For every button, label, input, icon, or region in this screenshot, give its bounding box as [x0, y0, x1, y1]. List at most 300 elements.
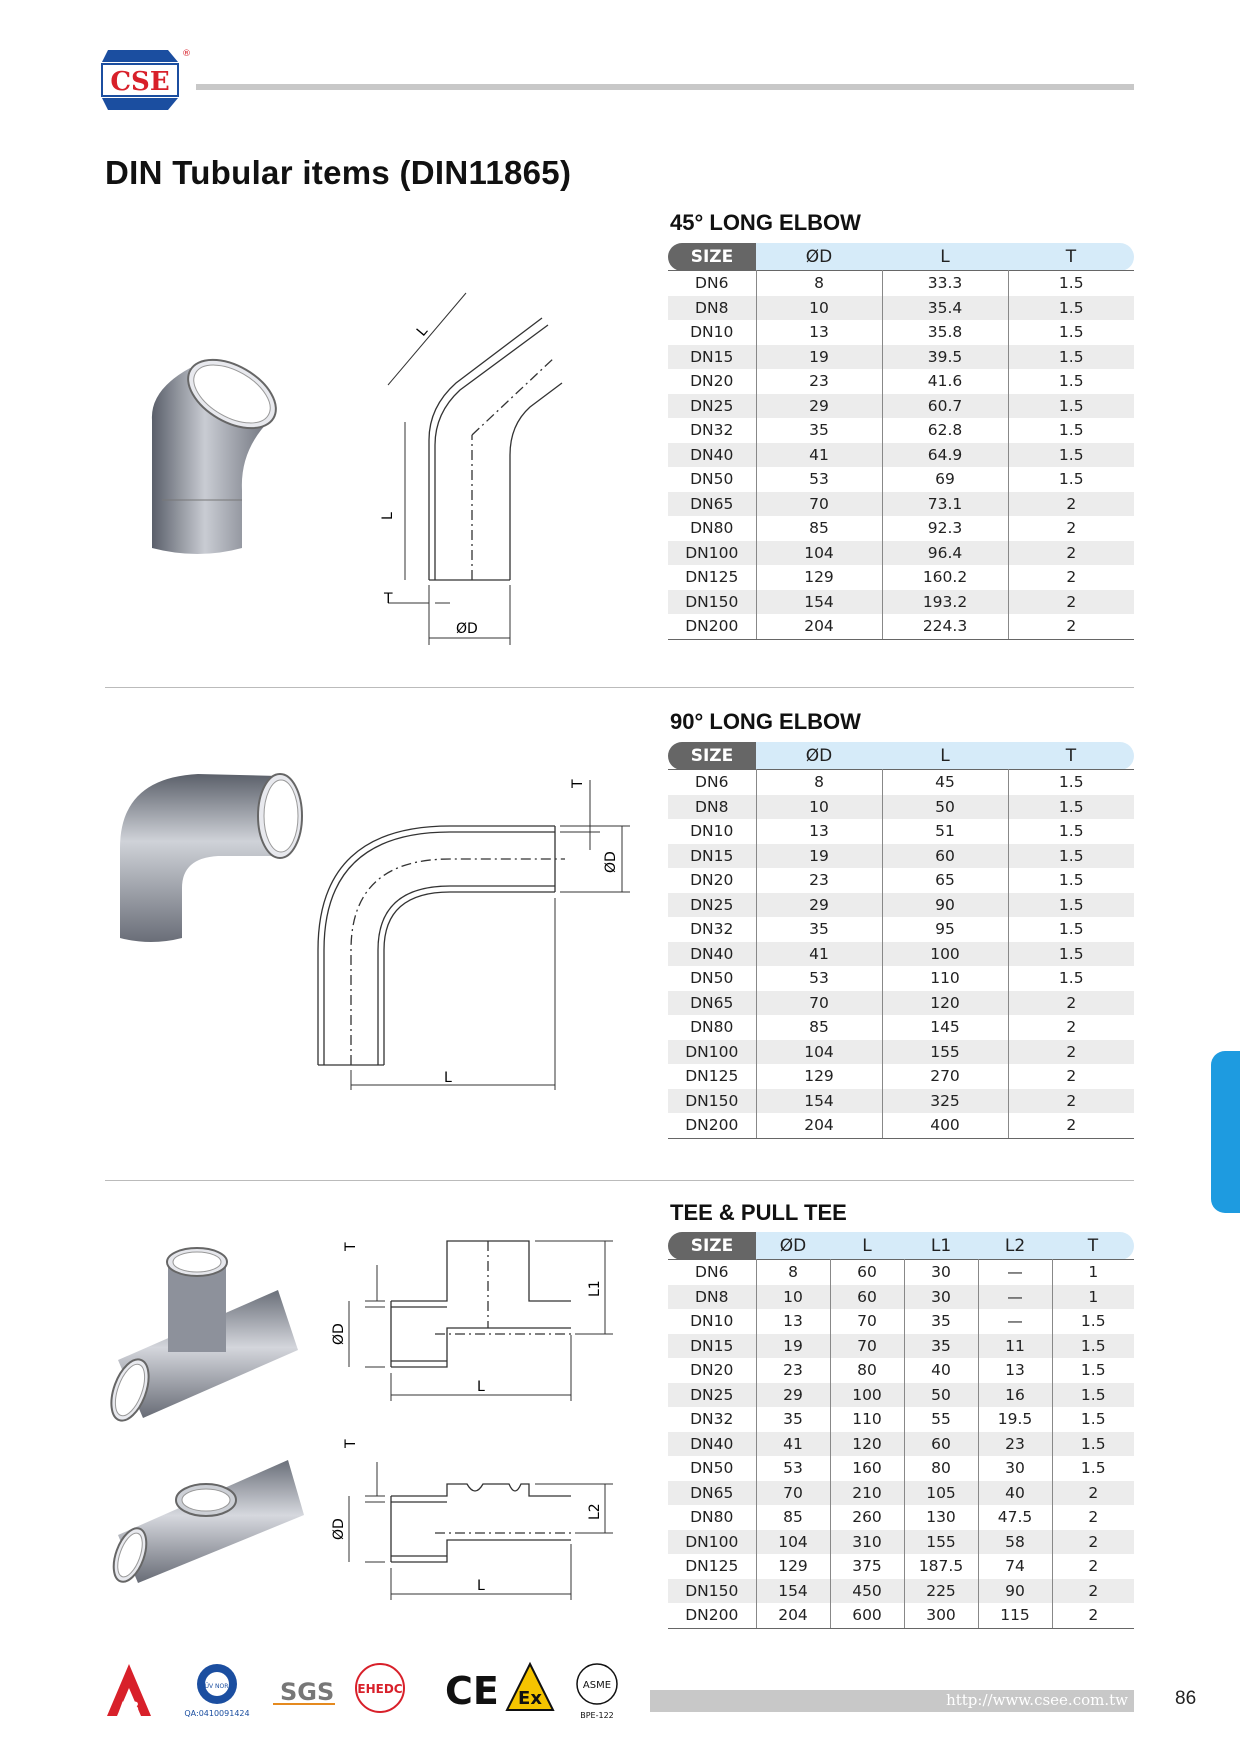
table-cell: 62.8 — [882, 418, 1008, 443]
elbow90-table — [668, 742, 1134, 1139]
table-cell: 225 — [904, 1579, 978, 1604]
table-cell: 1.5 — [1008, 345, 1134, 370]
table-cell: 310 — [830, 1530, 904, 1555]
table-cell: DN200 — [668, 614, 756, 639]
table-cell: 110 — [830, 1407, 904, 1432]
table-cell: 85 — [756, 516, 882, 541]
elbow45-label-t: T — [384, 591, 393, 607]
table-cell: DN32 — [690, 1410, 734, 1429]
table-cell: 23 — [756, 369, 882, 394]
elbow45-header-2: L — [882, 243, 1008, 271]
table-cell: 35.4 — [882, 296, 1008, 321]
table-cell: 50 — [904, 1383, 978, 1408]
table-cell: 1.5 — [1008, 844, 1134, 869]
tee-header-5: T — [1052, 1232, 1134, 1260]
table-cell: 2 — [1008, 1040, 1134, 1065]
elbow90-label-t: T — [570, 779, 586, 788]
svg-text:SGS: SGS — [280, 1678, 335, 1706]
table-row — [668, 296, 1134, 321]
table-cell: DN8 — [668, 795, 756, 820]
table-cell: 115 — [978, 1603, 1052, 1628]
table-cell: 53 — [756, 467, 882, 492]
table-cell: DN25 — [668, 1383, 756, 1408]
tee-label-od: ØD — [331, 1323, 347, 1345]
table-cell: 1.5 — [1052, 1407, 1134, 1432]
table-cell: 80 — [830, 1358, 904, 1383]
table-cell: 450 — [830, 1579, 904, 1604]
table-cell: 1.5 — [1052, 1358, 1134, 1383]
tee-drawing — [325, 1225, 625, 1405]
elbow45-drawing — [380, 285, 560, 655]
table-cell: 29 — [756, 394, 882, 419]
table-cell: DN150 — [668, 590, 756, 615]
svg-text:TÜV NORD: TÜV NORD — [200, 1683, 234, 1690]
certification-logos — [105, 1660, 625, 1722]
table-cell: 2 — [1008, 614, 1134, 639]
table-cell: 90 — [978, 1579, 1052, 1604]
svg-text:Ex: Ex — [518, 1688, 542, 1709]
elbow45-title: 45° LONG ELBOW — [670, 210, 861, 235]
table-cell: 10 — [756, 1285, 830, 1310]
table-cell: 129 — [756, 1554, 830, 1579]
table-cell: DN40 — [668, 1432, 756, 1457]
table-row — [668, 443, 1134, 468]
table-cell: 2 — [1052, 1481, 1134, 1506]
header-rule — [196, 84, 1134, 90]
table-cell: 10 — [756, 795, 882, 820]
elbow90-header-0: SIZE — [668, 742, 756, 770]
table-row — [668, 345, 1134, 370]
table-cell: 1.5 — [1008, 819, 1134, 844]
table-row — [668, 1089, 1134, 1114]
table-cell: 105 — [904, 1481, 978, 1506]
table-cell: 23 — [756, 1358, 830, 1383]
table-cell: DN32 — [690, 920, 734, 939]
table-cell: 60 — [904, 1432, 978, 1457]
table-cell: 100 — [830, 1383, 904, 1408]
table-cell: 154 — [756, 590, 882, 615]
table-cell: 60 — [882, 844, 1008, 869]
table-cell: 85 — [756, 1015, 882, 1040]
table-row — [668, 1407, 1134, 1432]
table-cell: 41 — [756, 1432, 830, 1457]
table-cell: DN100 — [668, 1040, 756, 1065]
chapter-side-tab — [1211, 1051, 1240, 1213]
table-cell: 80 — [904, 1456, 978, 1481]
table-row — [668, 614, 1134, 639]
table-cell: 224.3 — [882, 614, 1008, 639]
table-cell: 2 — [1008, 565, 1134, 590]
table-cell: 2 — [1008, 541, 1134, 566]
table-cell: 51 — [882, 819, 1008, 844]
table-cell: 13 — [756, 320, 882, 345]
table-cell: DN50 — [690, 470, 734, 489]
table-cell: DN150 — [668, 1089, 756, 1114]
table-cell: 35 — [904, 1309, 978, 1334]
table-row — [668, 541, 1134, 566]
table-cell: 41 — [756, 443, 882, 468]
table-cell: 1.5 — [1052, 1334, 1134, 1359]
table-cell: 2 — [1008, 590, 1134, 615]
table-cell: 85 — [756, 1505, 830, 1530]
table-cell: DN65 — [668, 492, 756, 517]
table-cell: 40 — [978, 1481, 1052, 1506]
table-cell: 1.5 — [1008, 966, 1134, 991]
table-cell: 8 — [756, 271, 882, 296]
cse-logo — [100, 48, 191, 112]
table-cell: 120 — [882, 991, 1008, 1016]
table-cell: — — [978, 1260, 1052, 1285]
table-cell: DN25 — [668, 394, 756, 419]
table-cell: 155 — [882, 1040, 1008, 1065]
table-cell: 35 — [756, 418, 882, 443]
table-cell: DN15 — [668, 1334, 756, 1359]
table-cell: 104 — [756, 541, 882, 566]
table-cell: 1.5 — [1008, 942, 1134, 967]
table-cell: 193.2 — [882, 590, 1008, 615]
table-cell: 1.5 — [1052, 1456, 1134, 1481]
table-cell: 2 — [1008, 1064, 1134, 1089]
table-cell: DN10 — [690, 1312, 734, 1331]
table-cell: 2 — [1008, 1113, 1134, 1138]
tee-header-3: L1 — [904, 1232, 978, 1260]
table-cell: 70 — [830, 1309, 904, 1334]
table-row — [668, 1309, 1134, 1334]
table-row — [668, 1113, 1134, 1138]
table-row — [668, 467, 1134, 492]
table-row — [668, 418, 1134, 443]
table-cell: 154 — [756, 1579, 830, 1604]
table-cell: 104 — [756, 1530, 830, 1555]
table-cell: 95 — [882, 917, 1008, 942]
table-cell: DN125 — [685, 1557, 739, 1576]
table-row — [668, 565, 1134, 590]
table-cell: 145 — [882, 1015, 1008, 1040]
svg-text:BPE-122: BPE-122 — [580, 1711, 614, 1720]
elbow90-header-2: L — [882, 742, 1008, 770]
table-row — [668, 590, 1134, 615]
table-cell: DN65 — [668, 991, 756, 1016]
table-cell: 120 — [830, 1432, 904, 1457]
table-cell: 16 — [978, 1383, 1052, 1408]
ehedc-logo — [356, 1664, 404, 1712]
logo-reg-mark: ® — [182, 49, 191, 59]
table-cell: 33.3 — [882, 271, 1008, 296]
table-cell: 35.8 — [882, 320, 1008, 345]
tuv-logo — [184, 1664, 249, 1718]
table-cell: 300 — [904, 1603, 978, 1628]
table-cell: DN10 — [690, 822, 734, 841]
section-divider-2 — [105, 1180, 1134, 1181]
table-cell: 260 — [830, 1505, 904, 1530]
table-cell: 1.5 — [1008, 917, 1134, 942]
pull-tee-label-t: T — [343, 1439, 359, 1448]
table-cell: 1.5 — [1008, 296, 1134, 321]
table-row — [668, 770, 1134, 795]
table-row — [668, 1064, 1134, 1089]
table-cell: 50 — [882, 795, 1008, 820]
table-cell: 104 — [756, 1040, 882, 1065]
table-cell: DN20 — [690, 1361, 734, 1380]
table-cell: 55 — [904, 1407, 978, 1432]
table-cell: DN100 — [668, 541, 756, 566]
a3-logo — [107, 1664, 151, 1716]
table-cell: 2 — [1052, 1530, 1134, 1555]
tee-header-0: SIZE — [668, 1232, 756, 1260]
table-cell: 64.9 — [882, 443, 1008, 468]
table-cell: 187.5 — [904, 1554, 978, 1579]
table-cell: 10 — [756, 296, 882, 321]
table-cell: 19 — [756, 844, 882, 869]
table-cell: 53 — [756, 1456, 830, 1481]
svg-text:A3: A3 — [118, 1700, 140, 1716]
table-cell: 204 — [756, 614, 882, 639]
table-cell: DN65 — [668, 1481, 756, 1506]
page-number: 86 — [1175, 1688, 1197, 1709]
pull-tee-label-l2: L2 — [587, 1503, 603, 1520]
table-cell: 47.5 — [978, 1505, 1052, 1530]
table-cell: 1.5 — [1008, 271, 1134, 296]
table-row — [668, 1505, 1134, 1530]
table-cell: 13 — [756, 1309, 830, 1334]
table-cell: 19.5 — [978, 1407, 1052, 1432]
table-cell: 30 — [904, 1285, 978, 1310]
table-cell: 23 — [978, 1432, 1052, 1457]
table-row — [668, 795, 1134, 820]
table-cell: DN20 — [690, 871, 734, 890]
table-cell: DN6 — [695, 1263, 729, 1282]
table-cell: 35 — [904, 1334, 978, 1359]
table-row — [668, 271, 1134, 296]
svg-text:EHEDC: EHEDC — [357, 1682, 403, 1696]
table-cell: 19 — [756, 1334, 830, 1359]
table-cell: 1.5 — [1008, 467, 1134, 492]
table-cell: 1.5 — [1008, 795, 1134, 820]
ex-logo — [507, 1664, 553, 1710]
table-cell: 53 — [756, 966, 882, 991]
tee-header-4: L2 — [978, 1232, 1052, 1260]
table-cell: 29 — [756, 893, 882, 918]
table-row — [668, 1285, 1134, 1310]
table-cell: 58 — [978, 1530, 1052, 1555]
table-row — [668, 1530, 1134, 1555]
table-cell: 1.5 — [1008, 770, 1134, 795]
table-cell: DN6 — [695, 773, 729, 792]
table-cell: 2 — [1008, 492, 1134, 517]
table-row — [668, 1015, 1134, 1040]
table-cell: 1.5 — [1008, 369, 1134, 394]
table-cell: DN20 — [690, 372, 734, 391]
asme-logo — [577, 1664, 617, 1720]
table-row — [668, 492, 1134, 517]
table-row — [668, 1432, 1134, 1457]
table-row — [668, 1260, 1134, 1285]
table-cell: 30 — [978, 1456, 1052, 1481]
elbow45-header-0: SIZE — [668, 243, 756, 271]
table-cell: 2 — [1052, 1603, 1134, 1628]
table-cell: 23 — [756, 868, 882, 893]
elbow90-header-3: T — [1008, 742, 1134, 770]
table-cell: 1.5 — [1008, 893, 1134, 918]
table-cell: 270 — [882, 1064, 1008, 1089]
elbow45-label-l-side: L — [380, 512, 396, 520]
table-cell: 35 — [756, 1407, 830, 1432]
elbow90-label-od: ØD — [603, 851, 619, 873]
logo-text: CSE — [110, 67, 170, 97]
table-row — [668, 1481, 1134, 1506]
table-cell: DN40 — [668, 942, 756, 967]
table-cell: DN6 — [695, 274, 729, 293]
table-cell: 400 — [882, 1113, 1008, 1138]
table-cell: — — [978, 1285, 1052, 1310]
pull-tee-photo — [108, 1455, 308, 1585]
table-cell: DN80 — [690, 519, 734, 538]
tee-header-2: L — [830, 1232, 904, 1260]
table-cell: 1.5 — [1052, 1432, 1134, 1457]
table-row — [668, 844, 1134, 869]
table-cell: 2 — [1008, 1015, 1134, 1040]
pull-tee-drawing — [325, 1440, 625, 1605]
table-cell: 70 — [830, 1334, 904, 1359]
table-row — [668, 1579, 1134, 1604]
table-cell: 375 — [830, 1554, 904, 1579]
tee-label-l: L — [477, 1379, 485, 1395]
elbow45-label-l-top: L — [413, 323, 432, 340]
table-row — [668, 966, 1134, 991]
table-cell: DN8 — [668, 1285, 756, 1310]
table-cell: DN125 — [685, 1067, 739, 1086]
table-cell: 1.5 — [1052, 1309, 1134, 1334]
table-row — [668, 868, 1134, 893]
pull-tee-label-l: L — [477, 1578, 485, 1594]
table-row — [668, 893, 1134, 918]
table-cell: 70 — [756, 492, 882, 517]
svg-text:CE: CE — [445, 1669, 499, 1713]
table-cell: DN10 — [690, 323, 734, 342]
elbow45-photo — [140, 360, 300, 560]
table-cell: 8 — [756, 1260, 830, 1285]
page-title: DIN Tubular items (DIN11865) — [105, 154, 572, 191]
svg-text:QA:0410091424: QA:0410091424 — [184, 1709, 250, 1718]
table-cell: 13 — [978, 1358, 1052, 1383]
table-cell: 70 — [756, 991, 882, 1016]
table-row — [668, 1040, 1134, 1065]
tee-label-l1: L1 — [587, 1280, 603, 1297]
elbow90-header-1: ØD — [756, 742, 882, 770]
table-row — [668, 1554, 1134, 1579]
table-cell: 45 — [882, 770, 1008, 795]
table-cell: 1 — [1052, 1260, 1134, 1285]
table-cell: 60 — [830, 1285, 904, 1310]
table-row — [668, 917, 1134, 942]
table-cell: 160.2 — [882, 565, 1008, 590]
table-cell: 100 — [882, 942, 1008, 967]
table-cell: 29 — [756, 1383, 830, 1408]
table-cell: DN50 — [690, 1459, 734, 1478]
table-cell: DN200 — [668, 1113, 756, 1138]
table-row — [668, 991, 1134, 1016]
table-cell: 74 — [978, 1554, 1052, 1579]
table-cell: 130 — [904, 1505, 978, 1530]
table-cell: 204 — [756, 1113, 882, 1138]
table-cell: 1 — [1052, 1285, 1134, 1310]
elbow45-header-3: T — [1008, 243, 1134, 271]
table-cell: 39.5 — [882, 345, 1008, 370]
table-cell: DN200 — [668, 1603, 756, 1628]
elbow90-title: 90° LONG ELBOW — [670, 709, 861, 734]
table-cell: 2 — [1052, 1579, 1134, 1604]
sgs-logo — [273, 1678, 335, 1706]
table-row — [668, 320, 1134, 345]
svg-text:ASME: ASME — [582, 1680, 612, 1691]
table-cell: DN15 — [668, 345, 756, 370]
table-cell: DN8 — [668, 296, 756, 321]
table-cell: DN25 — [668, 893, 756, 918]
table-cell: 8 — [756, 770, 882, 795]
table-cell: 73.1 — [882, 492, 1008, 517]
tee-header-1: ØD — [756, 1232, 830, 1260]
tee-photo — [108, 1240, 308, 1420]
table-row — [668, 1603, 1134, 1628]
table-cell: DN50 — [690, 969, 734, 988]
table-cell: 19 — [756, 345, 882, 370]
table-row — [668, 1358, 1134, 1383]
table-cell: — — [978, 1309, 1052, 1334]
table-cell: 69 — [882, 467, 1008, 492]
table-cell: 13 — [756, 819, 882, 844]
table-cell: 154 — [756, 1089, 882, 1114]
table-cell: 40 — [904, 1358, 978, 1383]
elbow45-table — [668, 243, 1134, 640]
table-cell: 1.5 — [1008, 394, 1134, 419]
elbow90-photo — [118, 768, 308, 948]
table-cell: 210 — [830, 1481, 904, 1506]
table-cell: 70 — [756, 1481, 830, 1506]
table-row — [668, 369, 1134, 394]
table-cell: 1.5 — [1008, 868, 1134, 893]
table-cell: 90 — [882, 893, 1008, 918]
table-cell: 160 — [830, 1456, 904, 1481]
table-cell: 92.3 — [882, 516, 1008, 541]
table-cell: 155 — [904, 1530, 978, 1555]
elbow90-label-l: L — [444, 1070, 452, 1086]
table-cell: 35 — [756, 917, 882, 942]
table-cell: 110 — [882, 966, 1008, 991]
table-cell: 41 — [756, 942, 882, 967]
table-cell: 60.7 — [882, 394, 1008, 419]
table-cell: 600 — [830, 1603, 904, 1628]
footer-url[interactable]: http://www.csee.com.tw — [946, 1691, 1128, 1709]
elbow90-drawing — [300, 770, 640, 1100]
table-cell: 129 — [756, 565, 882, 590]
table-cell: 96.4 — [882, 541, 1008, 566]
table-cell: DN100 — [668, 1530, 756, 1555]
elbow45-label-od: ØD — [456, 621, 478, 637]
table-cell: DN15 — [668, 844, 756, 869]
section-divider — [105, 687, 1134, 688]
table-cell: DN80 — [690, 1508, 734, 1527]
table-cell: 2 — [1008, 991, 1134, 1016]
table-cell: DN80 — [690, 1018, 734, 1037]
tee-title: TEE & PULL TEE — [670, 1200, 847, 1225]
table-row — [668, 394, 1134, 419]
table-row — [668, 1334, 1134, 1359]
table-cell: 11 — [978, 1334, 1052, 1359]
table-cell: 1.5 — [1008, 443, 1134, 468]
table-cell: 41.6 — [882, 369, 1008, 394]
table-cell: DN125 — [685, 568, 739, 587]
tee-table — [668, 1232, 1134, 1629]
